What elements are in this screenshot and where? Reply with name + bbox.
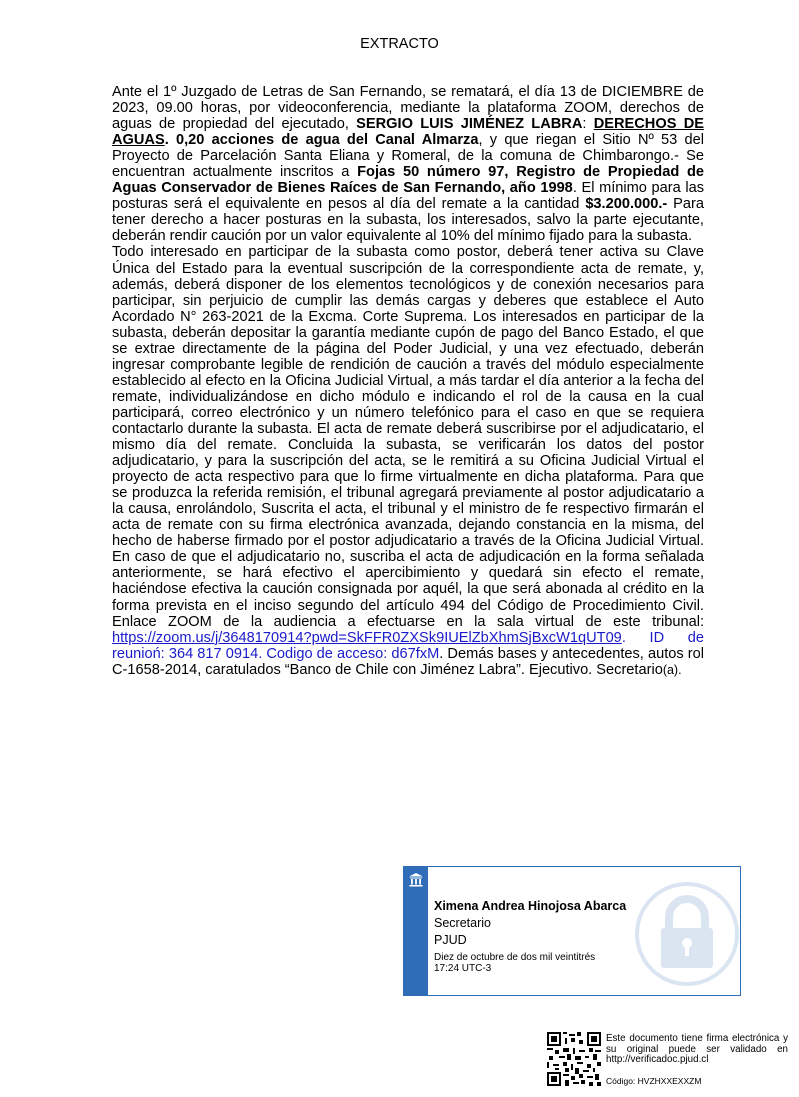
meeting-info: . ID de reunioń: 364 817 0914. Codigo de acceso: d67fxM — [112, 629, 704, 662]
closing-suffix: (a). — [662, 662, 682, 677]
closing-text: . Demás bases y antecedentes, autos rol C-1658-2014, caratulados “Banco de Chile con Jiménez Labra”. Ejecutivo. Secretario — [112, 645, 704, 678]
minimum-amount: $3.200.000.- — [585, 196, 668, 213]
text-segment: . El mínimo para las posturas será el equivalente en pesos al día del remate a la cantidad — [112, 180, 704, 213]
paragraph-participation-rules — [112, 244, 704, 677]
signature-details — [434, 897, 626, 974]
text-segment: , y que riegan el Sitio Nº 53 del Proyecto de Parcelación Santa Eliana y Romeral, de la comuna de Chimbarongo.- Se encuentran actualmente inscritos a — [112, 132, 705, 181]
text-segment: : — [582, 116, 594, 133]
signer-institution: PJUD — [434, 933, 467, 947]
text-segment: Todo interesado en participar de la subasta como postor, deberá tener activa su Clave Única del Estado para la eventual suscripción de la correspondiente acta de remate, y, además, deberá disponer de los elementos tecnológicos y de conexión necesarios para participar, sin perjuicio de cumplir las demás cargas y deberes que establece el Auto Acordado N° 263-2021 de la Excma. Corte Suprema. Los interesados en participar de la subasta, deberán depositar la garantía mediante cupón de pago del Banco Estado, el que se extrae directamente de la página del Poder Judicial, y una vez efectuado, deberán ingresar comprobante legible de rendición de caución a través del módulo especialmente establecido al efecto en la Oficina Judicial Virtual, a más tardar el día anterior a la fecha del remate, individualizándose en dicho módulo e indicando el rol de la causa en la cual participará, correo electrónico y un número telefónico para el caso en que se requiera contactarlo durante la subasta. El acta de remate deberá suscribirse por el adjudicatario, el mismo día del remate. Concluida la subasta, se verificarán los datos del postor adjudicatario, y para la suscripción del acta, se le remitirá a su Oficina Judicial Virtual el proyecto de acta respectivo para que lo firme virtualmente en dicha plataforma. Para que se produzca la referida remisión, el tribunal agregará previamente al postor adjudicatario a la causa, enrolándolo, Suscrita el acta, el tribunal y el ministro de fe respectivo firmarán el acta de remate con su firma electrónica avanzada, dejando constancia en la misma, del hecho de haberse firmado por el postor adjudicatario a través de la Oficina Judicial Virtual. En caso de que el adjudicatario no, suscriba el acta de adjudicación en la forma señalada anteriormente, se hará efectivo el apercibimiento y quedará sin efecto el remate, haciéndose efectiva la caución consignada por aquél, la que será abonada al crédito en la forma prevista en el inciso segundo del artículo 494 del Código de Procedimiento Civil. Enlace ZOOM de la audiencia a efectuarse en la sala virtual de este tribunal: — [112, 244, 704, 630]
electronic-signature-box — [403, 866, 741, 996]
water-rights-heading: DERECHOS DE AGUAS — [112, 116, 704, 149]
water-shares: . 0,20 acciones de agua del Canal Almarza — [164, 132, 479, 149]
document-body — [112, 84, 704, 678]
signature-date: Diez de octubre de dos mil veintitrés — [434, 952, 596, 963]
verification-notice: Este documento tiene firma electrónica y su original puede ser validado en http://verificadoc.pjud.cl — [606, 1033, 788, 1065]
qr-code — [547, 1032, 601, 1086]
text-segment: Para tener derecho a hacer posturas en la subasta, los interesados, salvo la parte ejecutante, deberán rendir caución por un valor equivalente al 10% del mínimo fijado para la subasta. — [112, 196, 704, 245]
verification-code: Código: HVZHXXEXXZM — [606, 1076, 702, 1086]
courthouse-icon — [408, 872, 424, 888]
paragraph-auction-details — [112, 84, 704, 244]
text-segment: Ante el 1º Juzgado de Letras de San Fernando, se rematará, el día 13 de DICIEMBRE de 2023, 09.00 horas, por videoconferencia, mediante la plataforma ZOOM, derechos de aguas de propiedad del ejecutado, — [112, 84, 704, 133]
document-title: EXTRACTO — [360, 36, 439, 52]
signer-name: Ximena Andrea Hinojosa Abarca — [434, 899, 627, 913]
lock-watermark-icon — [632, 879, 741, 989]
zoom-link[interactable]: https://zoom.us/j/3648170914?pwd=SkFFR0ZXSk9IUElZbXhmSjBxcW1qUT09 — [112, 629, 622, 646]
registry-reference: Fojas 50 número 97, Registro de Propiedad de Aguas Conservador de Bienes Raíces de San Fernando, año 1998 — [112, 164, 705, 197]
signer-role: Secretario — [434, 916, 491, 930]
signature-accent-bar — [404, 867, 428, 995]
owner-name: SERGIO LUIS JIMÉNEZ LABRA — [356, 116, 583, 133]
signature-time: 17:24 UTC-3 — [434, 963, 492, 974]
